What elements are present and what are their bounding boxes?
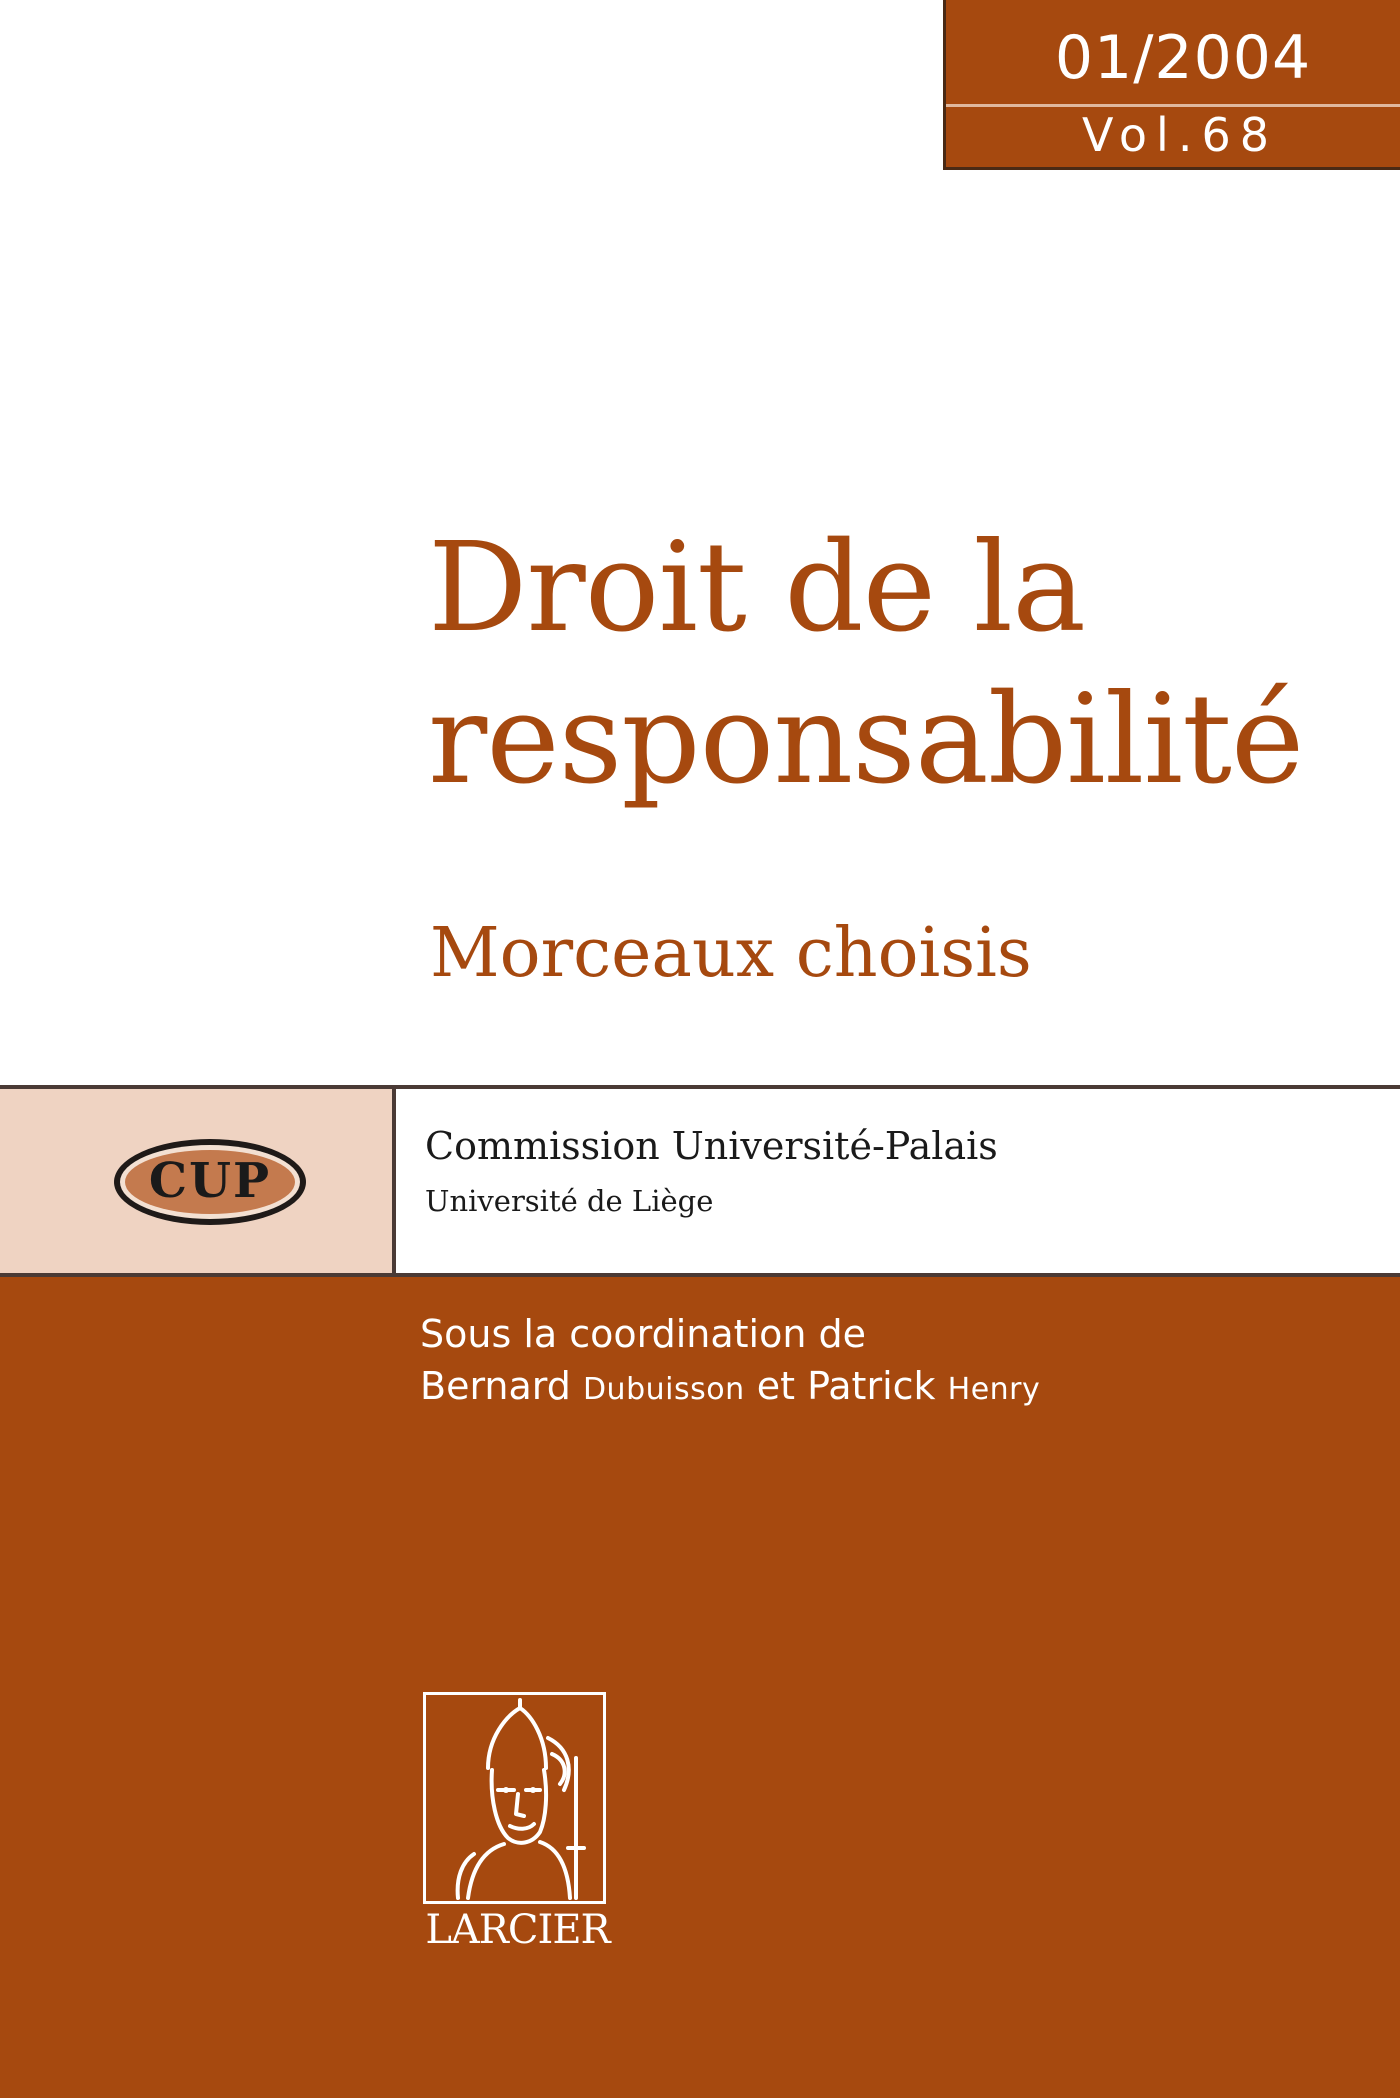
publisher-logo: [420, 1692, 615, 1962]
editor-1-first-name: Bernard: [420, 1364, 571, 1408]
organization-university: Université de Liège: [425, 1184, 714, 1218]
publisher-name: LARCIER: [425, 1907, 610, 1953]
editors-conjunction: et: [756, 1364, 795, 1408]
coordination-intro: Sous la coordination de: [420, 1312, 867, 1356]
cup-logo-text: CUP: [148, 1153, 272, 1209]
helmeted-head-emblem-icon: [428, 1698, 601, 1900]
issue-date: 01/2004: [1054, 23, 1312, 93]
coordination-editors: [420, 1364, 1041, 1408]
issue-volume: Vol.68: [1082, 108, 1278, 162]
title-line-1: Droit de la: [428, 516, 1086, 660]
editor-2-last-name: Henry: [947, 1372, 1041, 1407]
issue-box: [943, 0, 1400, 170]
editor-1-last-name: Dubuisson: [582, 1372, 745, 1407]
book-title: [428, 512, 1388, 816]
series-band: [0, 1085, 1400, 1277]
issue-divider: [946, 104, 1400, 107]
book-subtitle: Morceaux choisis: [430, 914, 1032, 993]
cup-logo: [110, 1135, 310, 1229]
series-logo-panel: [0, 1089, 396, 1273]
title-line-2: responsabilité: [428, 668, 1304, 812]
editor-2-first-name: Patrick: [807, 1364, 936, 1408]
credits-section: [0, 1277, 1400, 2098]
organization-name: Commission Université-Palais: [425, 1124, 998, 1168]
